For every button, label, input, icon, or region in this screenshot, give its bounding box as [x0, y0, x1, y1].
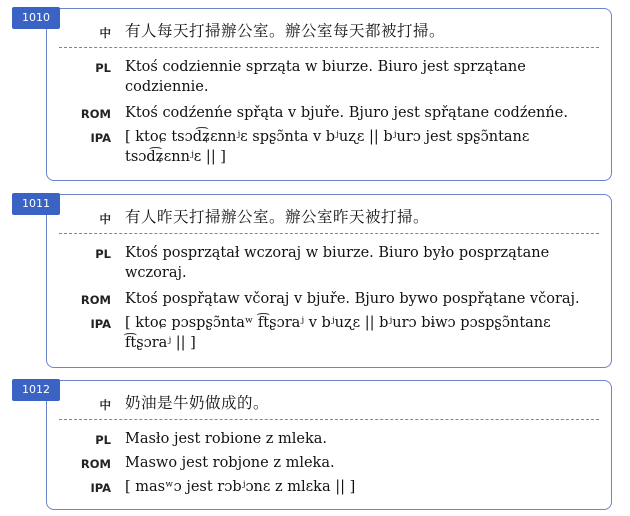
chinese-sentence: 奶油是牛奶做成的。 [125, 394, 270, 412]
divider [59, 419, 599, 420]
ipa-transcription: [ masʷɔ jest rɔbʲɔnɛ z mlɛka || ] [125, 479, 356, 495]
polish-label: PL [95, 247, 111, 261]
romanization-sentence: Ktoś pospřątaw včoraj v bjuře. Bjuro bywo pospřątane včoraj. [125, 291, 580, 307]
romanization-label: ROM [80, 107, 111, 121]
divider [59, 233, 599, 234]
ipa-transcription: [ ktoɕ pɔspʂɔ̃ntaʷ f͡tʂɔraʲ v bʲuʐɛ || bʲurɔ bɨwɔ pɔspʂɔ̃ntanɛ f͡tʂɔraʲ || ] [125, 315, 551, 351]
romanization-label: ROM [80, 457, 111, 471]
chinese-sentence: 有人每天打掃辦公室。辦公室每天都被打掃。 [125, 22, 446, 40]
polish-sentence: Ktoś posprzątał wczoraj w biurze. Biuro było posprzątane wczoraj. [125, 245, 550, 281]
romanization-label: ROM [80, 293, 111, 307]
chinese-sentence: 有人昨天打掃辦公室。辦公室昨天被打掃。 [125, 208, 430, 226]
romanization-sentence: Maswo jest robjone z mleka. [125, 455, 335, 471]
ipa-label: IPA [90, 481, 111, 495]
chinese-label: 中 [99, 212, 111, 226]
entry-card-1012 [46, 380, 612, 510]
ipa-label: IPA [90, 131, 111, 145]
entry-card-1011 [46, 194, 612, 368]
polish-sentence: Ktoś codziennie sprząta w biurze. Biuro jest sprzątane codziennie. [125, 59, 526, 95]
chinese-label: 中 [99, 398, 111, 412]
entry-number-badge: 1010 [12, 7, 60, 29]
divider [59, 47, 599, 48]
entry-number-badge: 1011 [12, 193, 60, 215]
ipa-transcription: [ ktoɕ tsɔd͡ʑɛnnʲɛ spʂɔ̃nta v bʲuʐɛ || bʲurɔ jest spʂɔ̃ntanɛ tsɔd͡ʑɛnnʲɛ || ] [125, 129, 530, 165]
polish-label: PL [95, 433, 111, 447]
entry-card-1010 [46, 8, 612, 181]
polish-sentence: Masło jest robione z mleka. [125, 431, 328, 447]
entry-number-badge: 1012 [12, 379, 60, 401]
chinese-label: 中 [99, 26, 111, 40]
ipa-label: IPA [90, 317, 111, 331]
romanization-sentence: Ktoś codźenńe spřąta v bjuře. Bjuro jest spřątane codźenńe. [125, 105, 568, 121]
polish-label: PL [95, 61, 111, 75]
